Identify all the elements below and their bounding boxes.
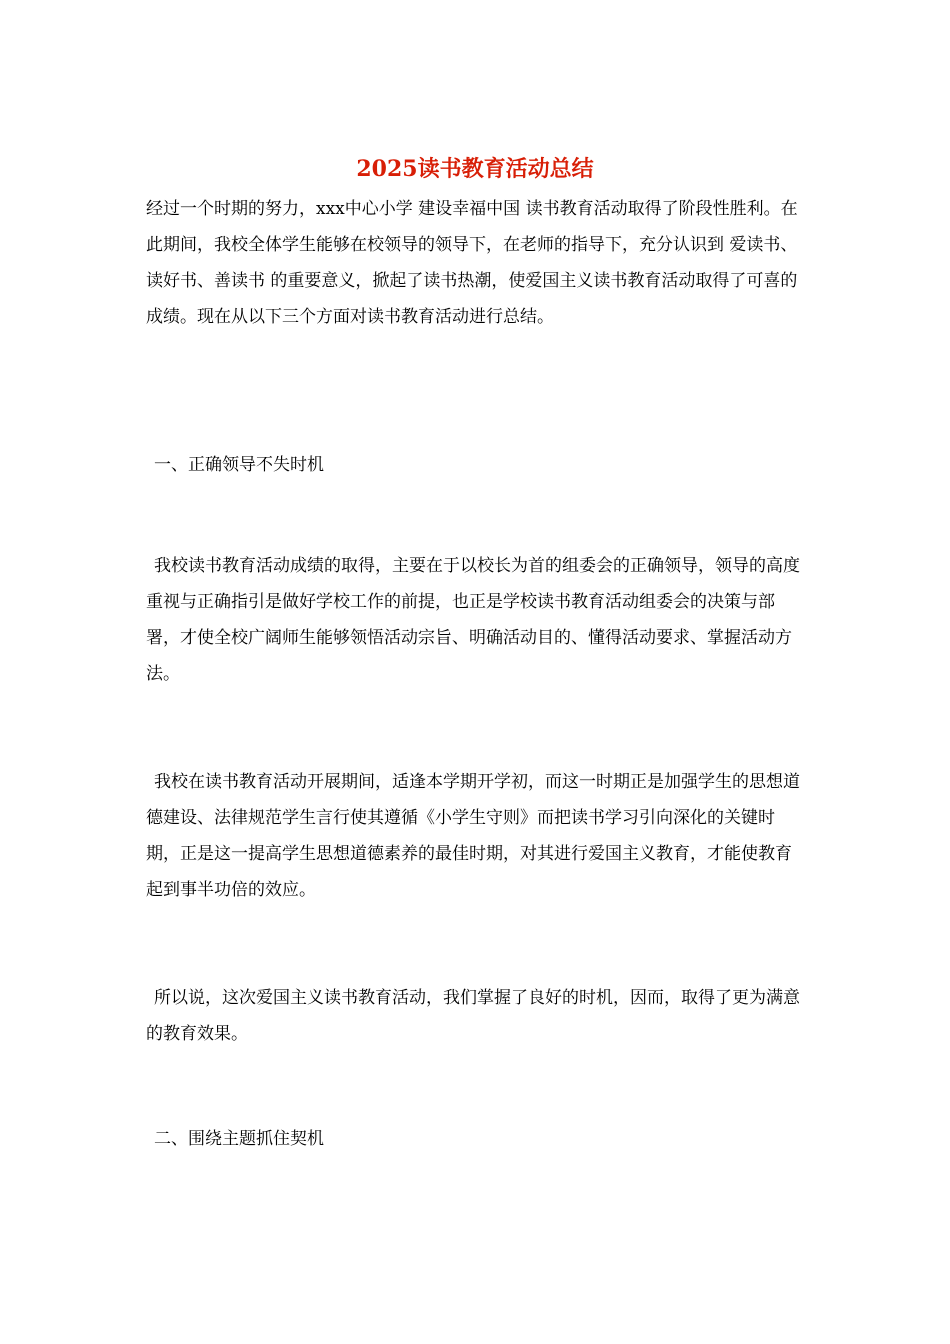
section1-paragraph-1: 我校读书教育活动成绩的取得，主要在于以校长为首的组委会的正确领导，领导的高度重视与正确指引是做好学校工作的前提，也正是学校读书教育活动组委会的决策与部署，才使全校广阔师生能够领悟活动宗旨、明确活动目的、懂得活动要求、掌握活动方法。 xyxy=(146,556,800,684)
intro-paragraph: 经过一个时期的努力，xxx中心小学 建设幸福中国 读书教育活动取得了阶段性胜利。在此期间，我校全体学生能够在校领导的领导下，在老师的指导下，充分认识到 爱读书、读好书、善读书 的重要意义，掀起了读书热潮，使爱国主义读书教育活动取得了可喜的成绩。现在从以下三个方面对读书教育活动进行总结。 xyxy=(146,199,798,327)
section-heading-2: 二、围绕主题抓住契机 xyxy=(154,1129,324,1149)
section-heading-1: 一、正确领导不失时机 xyxy=(154,455,324,475)
section1-paragraph-2: 我校在读书教育活动开展期间，适逢本学期开学初，而这一时期正是加强学生的思想道德建设、法律规范学生言行使其遵循《小学生守则》而把读书学习引向深化的关键时期，正是这一提高学生思想道德素养的最佳时期，对其进行爱国主义教育，才能使教育起到事半功倍的效应。 xyxy=(146,772,800,900)
section1-paragraph-3: 所以说，这次爱国主义读书教育活动，我们掌握了良好的时机，因而，取得了更为满意的教育效果。 xyxy=(146,988,800,1044)
document-title: 2025读书教育活动总结 xyxy=(356,156,594,182)
